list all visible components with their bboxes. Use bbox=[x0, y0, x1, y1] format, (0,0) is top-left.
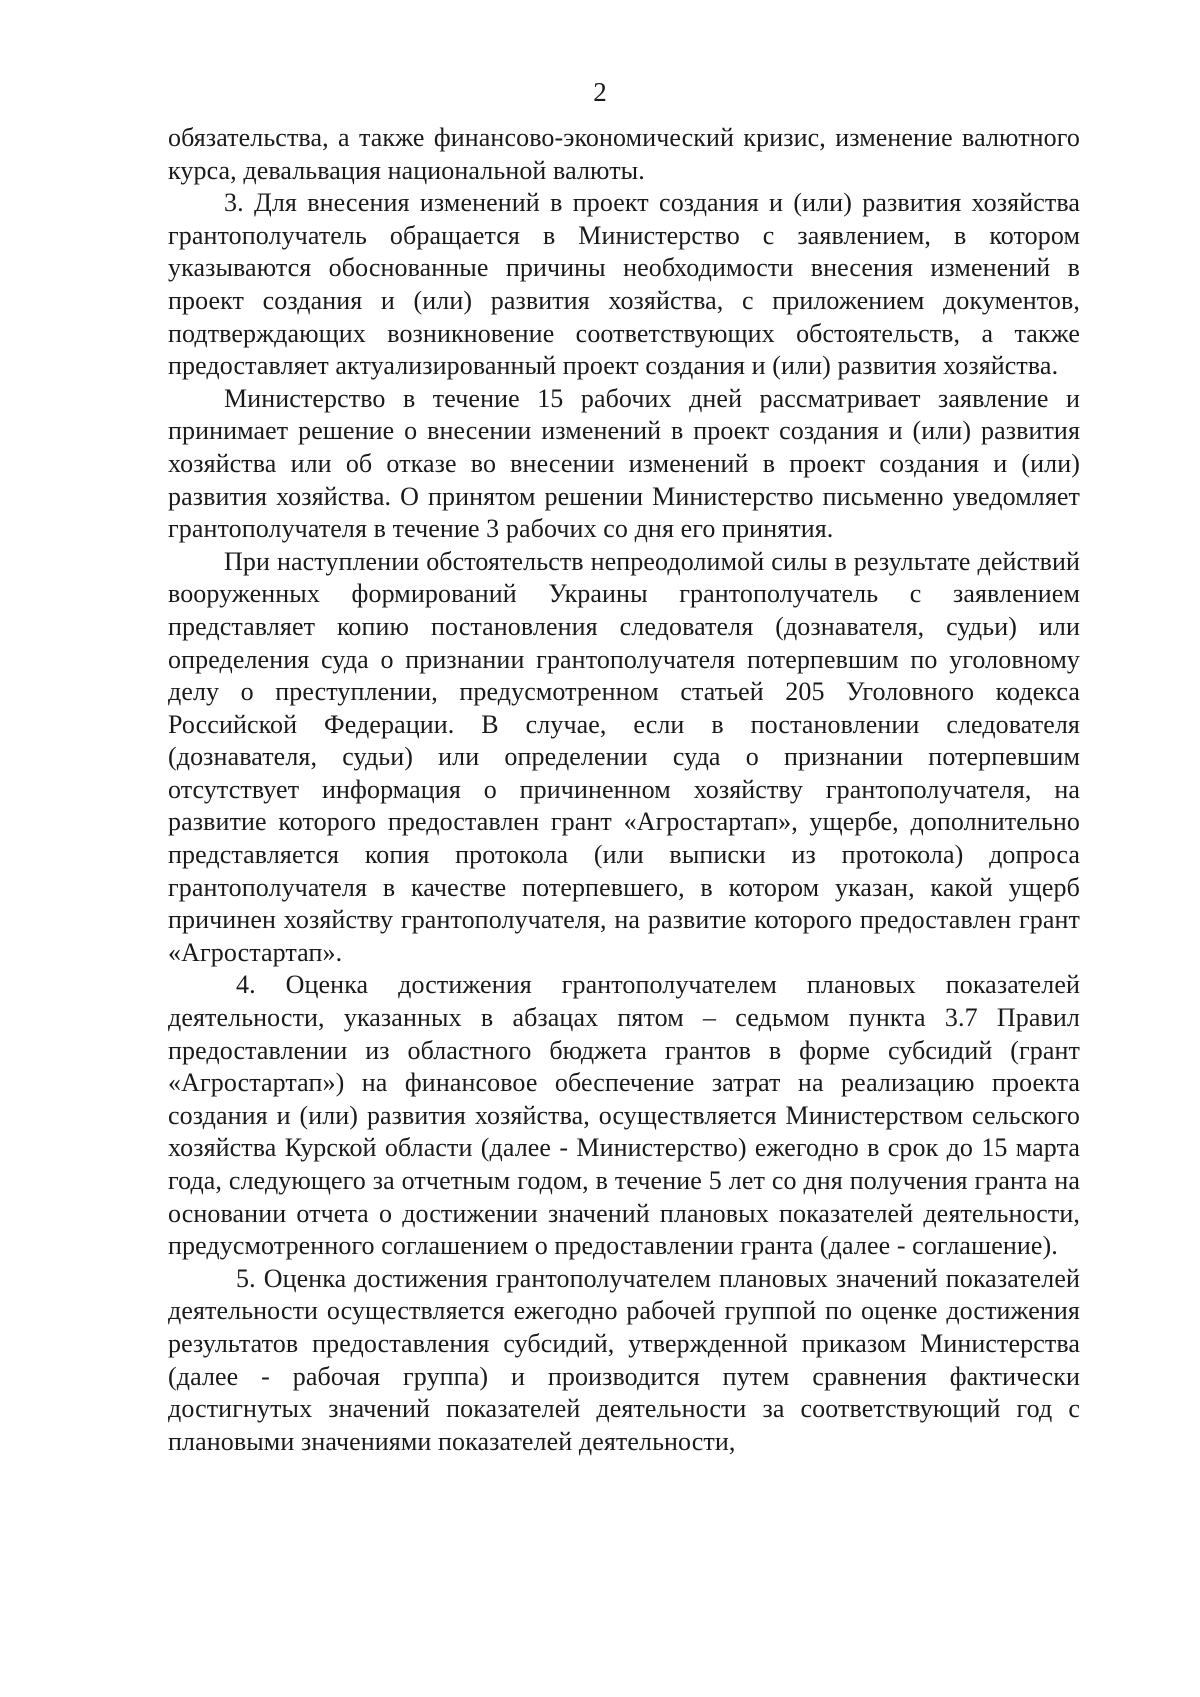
paragraph-ministry-decision: Министерство в течение 15 рабочих дней рассматривает заявление и принимает решение о внесении изменений в проект создания и (или) развития хозяйства или об отказе во внесении изменений в проект создания и (или) развития хозяйства. О принятом решении Министерство письменно уведомляет грантополучателя в течение 3 рабочих со дня его принятия. bbox=[168, 383, 1080, 544]
paragraph-item-5: 5. Оценка достижения грантополучателем плановых значений показателей деятельности осуществляется ежегодно рабочей группой по оценке достижения результатов предоставления субсидий, утвержденной приказом Министерства (далее - рабочая группа) и производится путем сравнения фактически достигнутых значений показателей деятельности за соответствующий год с плановыми значениями показателей деятельности, bbox=[168, 1263, 1080, 1456]
paragraph-item-4: 4. Оценка достижения грантополучателем плановых показателей деятельности, указанных в абзацах пятом – седьмом пункта 3.7 Правил предоставлении из областного бюджета грантов в форме субсидий (грант «Агростартап») на финансовое обеспечение затрат на реализацию проекта создания и (или) развития хозяйства, осуществляется Министерством сельского хозяйства Курской области (далее - Министерство) ежегодно в срок до 15 марта года, следующего за отчетным годом, в течение 5 лет со дня получения гранта на основании отчета о достижении значений плановых показателей деятельности, предусмотренного соглашением о предоставлении гранта (далее - соглашение). bbox=[168, 970, 1080, 1261]
paragraph-force-majeure: При наступлении обстоятельств непреодолимой силы в результате действий вооруженных формирований Украины грантополучатель с заявлением представляет копию постановления следователя (дознавателя, судьи) или определения суда о признании грантополучателя потерпевшим по уголовному делу о преступлении, предусмотренном статьей 205 Уголовного кодекса Российской Федерации. В случае, если в постановлении следователя (дознавателя, судьи) или определении суда о признании потерпевшим отсутствует информация о причиненном хозяйству грантополучателя, на развитие которого предоставлен грант «Агростартап», ущербе, дополнительно представляется копия протокола (или выписки из протокола) допроса грантополучателя в качестве потерпевшего, в котором указан, какой ущерб причинен хозяйству грантополучателя, на развитие которого предоставлен грант «Агростартап». bbox=[168, 546, 1080, 967]
page-number: 2 bbox=[593, 77, 607, 107]
document-body bbox=[168, 122, 1080, 1458]
paragraph-item-3: 3. Для внесения изменений в проект создания и (или) развития хозяйства грантополучатель обращается в Министерство с заявлением, в котором указываются обоснованные причины необходимости внесения изменений в проект создания и (или) развития хозяйства, с приложением документов, подтверждающих возникновение соответствующих обстоятельств, а также предоставляет актуализированный проект создания и (или) развития хозяйства. bbox=[168, 188, 1080, 381]
paragraph-continuation: обязательства, а также финансово-экономический кризис, изменение валютного курса, девальвация национальной валюты. bbox=[168, 123, 1080, 185]
